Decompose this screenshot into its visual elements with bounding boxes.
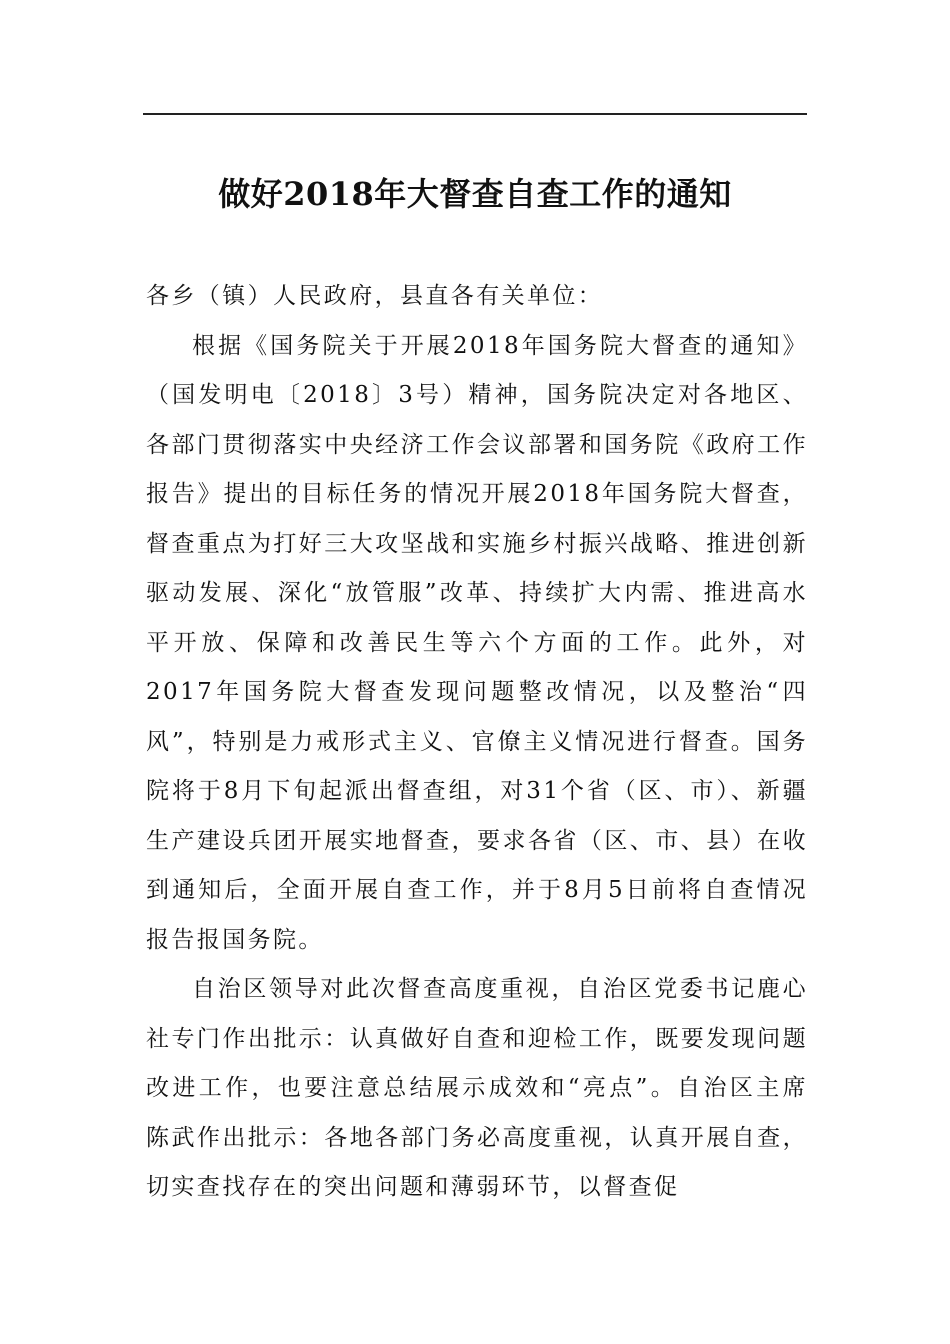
document-body (146, 272, 808, 1213)
paragraph-2: 自治区领导对此次督查高度重视，自治区党委书记鹿心社专门作出批示：认真做好自查和迎检工作，既要发现问题改进工作，也要注意总结展示成效和“亮点”。自治区主席陈武作出批示：各地各部门务必高度重视，认真开展自查，切实查找存在的突出问题和薄弱环节，以督查促 (146, 976, 808, 1200)
document-title: 做好2018年大督查自查工作的通知 (218, 175, 732, 213)
salutation: 各乡（镇）人民政府，县直各有关单位： (146, 283, 604, 309)
header-rule (143, 113, 807, 115)
paragraph-1: 根据《国务院关于开展2018年国务院大督查的通知》（国发明电〔2018〕3号）精神，国务院决定对各地区、各部门贯彻落实中央经济工作会议部署和国务院《政府工作报告》提出的目标任务的情况开展2018年国务院大督查，督查重点为打好三大攻坚战和实施乡村振兴战略、推进创新驱动发展、深化“放管服”改革、持续扩大内需、推进高水平开放、保障和改善民生等六个方面的工作。此外，对2017年国务院大督查发现问题整改情况，以及整治“四风”，特别是力戒形式主义、官僚主义情况进行督查。国务院将于8月下旬起派出督查组，对31个省（区、市）、新疆生产建设兵团开展实地督查，要求各省（区、市、县）在收到通知后，全面开展自查工作，并于8月5日前将自查情况报告报国务院。 (146, 332, 808, 953)
